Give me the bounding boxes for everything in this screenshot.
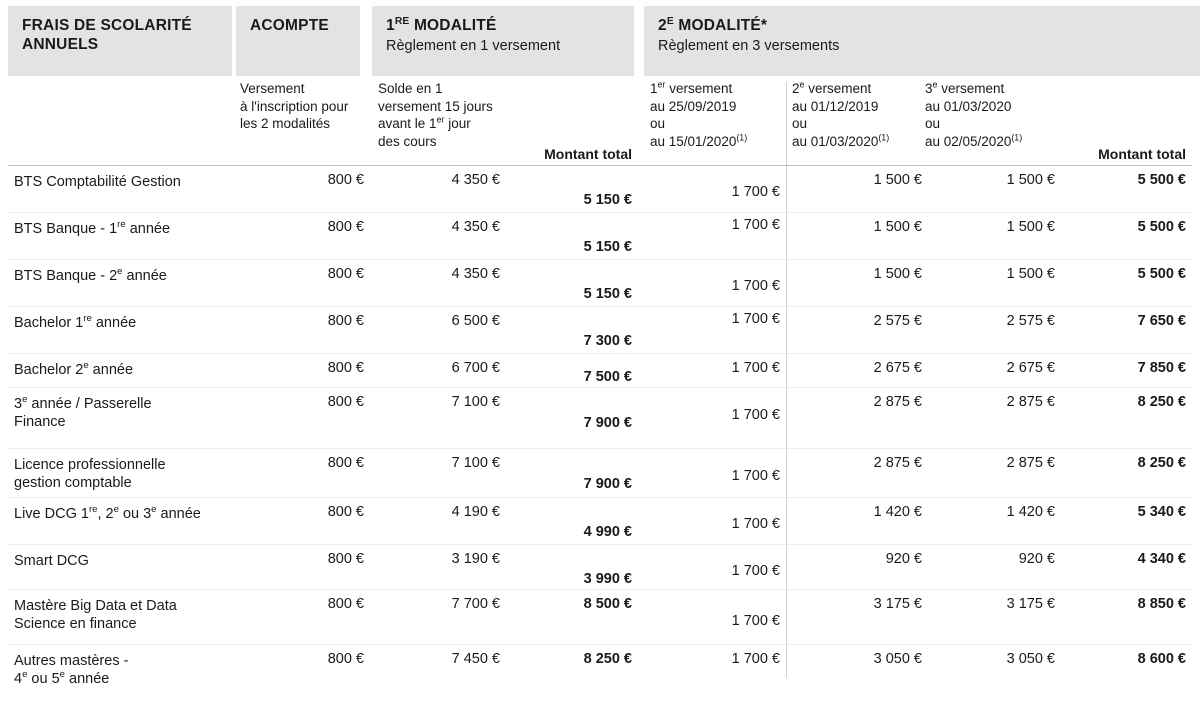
- column-header-montant-total-modalite-2: Montant total: [1098, 146, 1186, 162]
- row-value-versement-2: 2 875 €: [873, 455, 922, 471]
- row-value-versement-3: 3 175 €: [1006, 596, 1055, 612]
- subheader-versement-3-date2-text: au 02/05/2020: [925, 133, 1012, 149]
- row-program-label: 3e année / Passerelle Finance: [14, 394, 152, 430]
- row-value-versement-3: 2 875 €: [1006, 394, 1055, 410]
- row-program-label: BTS Comptabilité Gestion: [14, 174, 181, 190]
- row-value-versement-2: 1 420 €: [873, 504, 922, 520]
- subheader-acompte-line2: à l'inscription pour: [240, 98, 349, 114]
- row-value-acompte: 800 €: [327, 651, 364, 667]
- header-modalite-1-num: 1: [386, 17, 395, 34]
- table-header-band: [0, 6, 1200, 76]
- row-value-montant-total-modalite-1: 8 500 €: [583, 596, 632, 612]
- subheader-versement-1-num: 1: [650, 81, 658, 96]
- header-title-frais: [22, 16, 232, 54]
- row-value-acompte: 800 €: [327, 455, 364, 471]
- row-program-label: Live DCG 1re, 2e ou 3e année: [14, 504, 201, 522]
- row-value-versement-2: 1 500 €: [873, 219, 922, 235]
- header-modalite-1-word: MODALITÉ: [409, 17, 497, 34]
- subheader-versement-3-label: [925, 80, 1057, 98]
- column-header-montant-total-modalite-1: Montant total: [544, 146, 632, 162]
- header-subtitle-modalite-1: Règlement en 1 versement: [386, 38, 561, 54]
- table-row: [0, 645, 1200, 701]
- row-value-solde-modalite-1: 4 350 €: [451, 219, 500, 235]
- row-value-montant-total-modalite-1: 8 250 €: [583, 651, 632, 667]
- row-value-montant-total-modalite-2: 4 340 €: [1137, 551, 1186, 567]
- row-value-versement-3: 2 575 €: [1006, 313, 1055, 329]
- table-row: [0, 388, 1200, 449]
- row-value-versement-1: 1 700 €: [731, 407, 780, 423]
- row-value-solde-modalite-1: 4 350 €: [451, 266, 500, 282]
- row-value-montant-total-modalite-2: 5 340 €: [1137, 504, 1186, 520]
- row-value-montant-total-modalite-1: 5 150 €: [583, 192, 632, 208]
- row-program-label: BTS Banque - 2e année: [14, 266, 167, 284]
- subheader-versement-1-date2-text: au 15/01/2020: [650, 133, 737, 149]
- row-value-versement-2: 920 €: [885, 551, 922, 567]
- row-value-solde-modalite-1: 3 190 €: [451, 551, 500, 567]
- subheader-versement-2: [792, 80, 924, 150]
- subheader-versement-3-word: versement: [937, 81, 1005, 96]
- subheader-versement-3-num: 3: [925, 81, 933, 96]
- row-program-label: BTS Banque - 1re année: [14, 219, 171, 237]
- row-value-acompte: 800 €: [327, 313, 364, 329]
- row-value-versement-2: 3 175 €: [873, 596, 922, 612]
- subheader-versement-2-date1: au 01/12/2019: [792, 98, 879, 114]
- row-program-label: Smart DCG: [14, 553, 89, 569]
- row-value-versement-1: 1 700 €: [731, 516, 780, 532]
- subheader-versement-1-label: [650, 80, 782, 98]
- row-value-versement-1: 1 700 €: [731, 563, 780, 579]
- header-block-acompte: [236, 6, 360, 76]
- row-value-acompte: 800 €: [327, 596, 364, 612]
- row-value-montant-total-modalite-2: 7 850 €: [1137, 360, 1186, 376]
- row-value-acompte: 800 €: [327, 219, 364, 235]
- table-row: [0, 449, 1200, 498]
- header-modalite-1-ordinal: RE: [394, 15, 410, 27]
- row-value-versement-2: 2 575 €: [873, 313, 922, 329]
- subheader-versement-3: [925, 80, 1057, 150]
- subheader-versement-2-ou: ou: [792, 116, 808, 131]
- row-value-acompte: 800 €: [327, 266, 364, 282]
- subheader-modalite-1: [378, 80, 508, 150]
- subheader-versement-2-date2: [792, 133, 924, 151]
- header-title-modalite-2: [658, 16, 1200, 35]
- row-value-versement-2: 1 500 €: [873, 266, 922, 282]
- subheader-versement-2-num: 2: [792, 81, 800, 96]
- row-value-montant-total-modalite-1: 7 900 €: [583, 415, 632, 431]
- header-title-frais-line1: FRAIS DE SCOLARITÉ: [22, 17, 192, 34]
- row-value-versement-3: 1 500 €: [1006, 266, 1055, 282]
- subheader-versement-1-date2: [650, 133, 782, 151]
- subheader-modalite-1-line1: Solde en 1: [378, 81, 443, 96]
- row-value-acompte: 800 €: [327, 394, 364, 410]
- table-row: [0, 590, 1200, 645]
- subheader-acompte-line3: les 2 modalités: [240, 116, 331, 131]
- row-value-versement-1: 1 700 €: [731, 613, 780, 629]
- row-value-montant-total-modalite-2: 7 650 €: [1137, 313, 1186, 329]
- header-title-frais-line2: ANNUELS: [22, 36, 99, 53]
- subheader-modalite-1-line4: des cours: [378, 133, 437, 149]
- table-body: [0, 166, 1200, 701]
- row-value-acompte: 800 €: [327, 172, 364, 188]
- subheader-versement-3-footnote-ref: (1): [1011, 132, 1023, 142]
- row-value-versement-2: 2 875 €: [873, 394, 922, 410]
- table-row: [0, 166, 1200, 213]
- row-value-montant-total-modalite-1: 5 150 €: [583, 239, 632, 255]
- row-value-solde-modalite-1: 7 100 €: [451, 394, 500, 410]
- row-value-solde-modalite-1: 6 500 €: [451, 313, 500, 329]
- header-block-modalite-2: [644, 6, 1200, 76]
- row-program-label: Mastère Big Data et Data Science en finance: [14, 598, 177, 632]
- row-value-montant-total-modalite-1: 5 150 €: [583, 286, 632, 302]
- row-value-versement-1: 1 700 €: [731, 651, 780, 667]
- subheader-modalite-1-line3-ordinal: er: [436, 114, 445, 125]
- subheader-modalite-1-line3-post: jour: [444, 116, 471, 131]
- header-block-modalite-1: [372, 6, 634, 76]
- row-value-versement-1: 1 700 €: [731, 311, 780, 327]
- row-value-acompte: 800 €: [327, 551, 364, 567]
- subheader-versement-3-ou: ou: [925, 116, 941, 131]
- table-row: [0, 307, 1200, 354]
- subheader-versement-3-date1: au 01/03/2020: [925, 98, 1012, 114]
- row-value-montant-total-modalite-2: 8 250 €: [1137, 394, 1186, 410]
- row-value-solde-modalite-1: 6 700 €: [451, 360, 500, 376]
- header-block-frais-scolarite: [8, 6, 232, 76]
- row-value-solde-modalite-1: 4 350 €: [451, 172, 500, 188]
- subheader-versement-3-ordinal: e: [932, 79, 938, 90]
- subheader-versement-2-label: [792, 80, 924, 98]
- row-value-montant-total-modalite-2: 8 250 €: [1137, 455, 1186, 471]
- subheader-versement-1-ordinal: er: [657, 79, 666, 90]
- row-value-solde-modalite-1: 7 100 €: [451, 455, 500, 471]
- subheader-versement-1-footnote-ref: (1): [736, 132, 748, 142]
- subheader-modalite-1-line3: [378, 115, 508, 133]
- row-value-versement-1: 1 700 €: [731, 468, 780, 484]
- row-value-montant-total-modalite-2: 8 850 €: [1137, 596, 1186, 612]
- subheader-modalite-1-line2: versement 15 jours: [378, 98, 493, 114]
- row-value-solde-modalite-1: 4 190 €: [451, 504, 500, 520]
- row-program-label: Bachelor 1re année: [14, 313, 137, 331]
- table-row: [0, 354, 1200, 388]
- subheader-versement-2-date2-text: au 01/03/2020: [792, 133, 879, 149]
- row-program-label: Autres mastères - 4e ou 5e année: [14, 653, 129, 687]
- row-value-versement-3: 2 675 €: [1006, 360, 1055, 376]
- subheader-versement-1: [650, 80, 782, 150]
- row-value-montant-total-modalite-2: 5 500 €: [1137, 219, 1186, 235]
- subheader-versement-2-ordinal: e: [799, 79, 805, 90]
- row-value-acompte: 800 €: [327, 360, 364, 376]
- row-value-versement-1: 1 700 €: [731, 184, 780, 200]
- subheader-acompte-line1: Versement: [240, 81, 305, 96]
- table-row: [0, 260, 1200, 307]
- row-value-montant-total-modalite-2: 5 500 €: [1137, 172, 1186, 188]
- row-value-versement-2: 2 675 €: [873, 360, 922, 376]
- row-value-solde-modalite-1: 7 450 €: [451, 651, 500, 667]
- row-value-versement-3: 1 500 €: [1006, 172, 1055, 188]
- row-value-montant-total-modalite-1: 7 300 €: [583, 333, 632, 349]
- table-subheader: [0, 80, 1200, 164]
- row-value-versement-1: 1 700 €: [731, 360, 780, 376]
- subheader-acompte: [240, 80, 360, 133]
- row-program-label: Licence professionnelle gestion comptable: [14, 457, 166, 491]
- header-modalite-2-ordinal: E: [666, 15, 674, 27]
- subheader-versement-2-word: versement: [804, 81, 872, 96]
- row-value-versement-3: 2 875 €: [1006, 455, 1055, 471]
- header-modalite-2-word: MODALITÉ*: [673, 17, 768, 34]
- row-value-montant-total-modalite-2: 5 500 €: [1137, 266, 1186, 282]
- subheader-versement-1-date1: au 25/09/2019: [650, 98, 737, 114]
- header-title-acompte: ACOMPTE: [250, 17, 329, 34]
- row-value-acompte: 800 €: [327, 504, 364, 520]
- subheader-versement-2-footnote-ref: (1): [878, 132, 890, 142]
- row-value-versement-1: 1 700 €: [731, 278, 780, 294]
- row-value-versement-3: 1 420 €: [1006, 504, 1055, 520]
- subheader-modalite-1-line3-pre: avant le 1: [378, 116, 437, 131]
- subheader-versement-1-ou: ou: [650, 116, 666, 131]
- row-value-montant-total-modalite-2: 8 600 €: [1137, 651, 1186, 667]
- row-value-montant-total-modalite-1: 3 990 €: [583, 571, 632, 587]
- row-value-versement-3: 920 €: [1018, 551, 1055, 567]
- row-value-versement-1: 1 700 €: [731, 217, 780, 233]
- row-value-montant-total-modalite-1: 7 500 €: [583, 369, 632, 385]
- subheader-versement-1-word: versement: [665, 81, 733, 96]
- row-program-label: Bachelor 2e année: [14, 360, 134, 378]
- row-value-versement-2: 3 050 €: [873, 651, 922, 667]
- row-value-solde-modalite-1: 7 700 €: [451, 596, 500, 612]
- table-row: [0, 545, 1200, 590]
- row-value-versement-3: 1 500 €: [1006, 219, 1055, 235]
- header-modalite-2-num: 2: [658, 17, 667, 34]
- row-value-versement-2: 1 500 €: [873, 172, 922, 188]
- table-row: [0, 498, 1200, 545]
- table-row: [0, 213, 1200, 260]
- header-subtitle-modalite-2: Règlement en 3 versements: [658, 38, 840, 54]
- row-value-montant-total-modalite-1: 4 990 €: [583, 524, 632, 540]
- row-value-versement-3: 3 050 €: [1006, 651, 1055, 667]
- header-title-modalite-1: [386, 16, 634, 35]
- row-value-montant-total-modalite-1: 7 900 €: [583, 476, 632, 492]
